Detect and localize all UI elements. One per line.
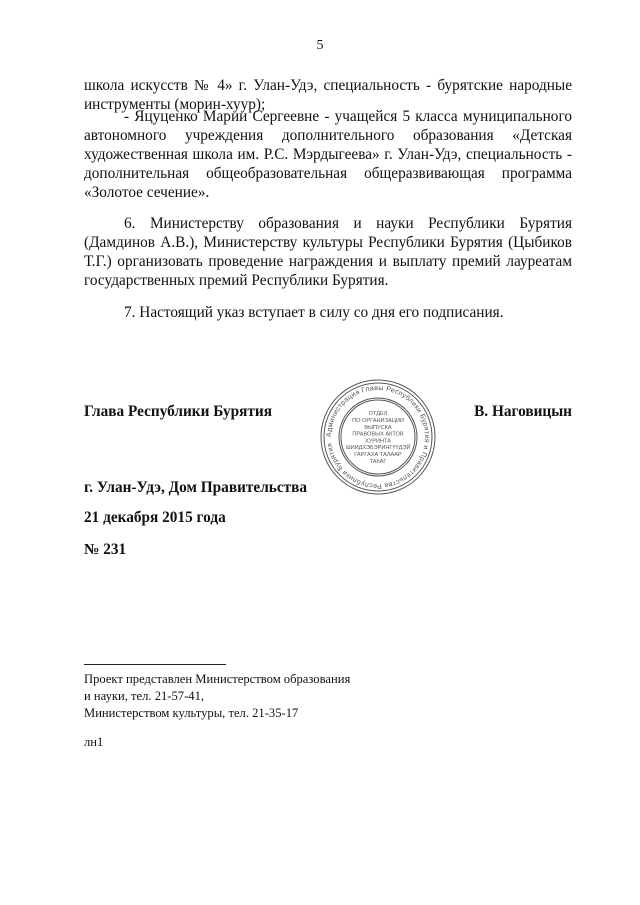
date: 21 декабря 2015 года	[84, 509, 226, 526]
signature-title: Глава Республики Бурятия	[84, 403, 273, 420]
seal-center-line: ПО ОРГАНИЗАЦИИ	[352, 418, 404, 424]
seal-center-line: ВЫПУСКА	[364, 424, 392, 431]
footnote-rule	[84, 664, 226, 665]
seal-center-line: ХУРИНТА	[364, 438, 392, 445]
seal-center-text	[345, 411, 410, 465]
paragraph-1: школа искусств № 4» г. Улан-Удэ, специальность - бурятские народные инструменты (морин-хуур);	[84, 77, 572, 113]
signature-name: В. Наговицын	[474, 403, 572, 420]
paragraph-4: 7. Настоящий указ вступает в силу со дня его подписания.	[124, 304, 504, 321]
paragraph-2: - Яцуценко Марии Сергеевне - учащейся 5 класса муниципального автономного учреждения дополнительного образования «Детская художественная школа им. Р.С. Мэрдыгеева» г. Улан-Удэ, специальность - дополнительная общеобразовательная общеразвивающая программа «Золотое сечение».	[84, 108, 572, 201]
seal-center-line: ГАРГАХА ТАЛААР	[354, 452, 402, 458]
page-number: 5	[316, 38, 324, 53]
seal-center-line: ОТДЕЛ	[368, 411, 388, 418]
place: г. Улан-Удэ, Дом Правительства	[84, 479, 308, 496]
seal-center-line: ПРАВОВЫХ АКТОВ	[352, 431, 404, 438]
document-number: № 231	[84, 541, 127, 558]
footnote-line: Министерством культуры, тел. 21-35-17	[84, 706, 299, 720]
seal-ring-textpath: Администрация Главы Республики Бурятия и Правительства Республики Бурятия	[325, 384, 431, 490]
footnote	[84, 671, 350, 722]
executor-marker: лн1	[84, 735, 104, 749]
seal-center-line: ТАһАГ	[369, 458, 387, 465]
footnote-line: и науки, тел. 21-57-41,	[84, 689, 205, 703]
paragraph-3: 6. Министерству образования и науки Республики Бурятия (Дамдинов А.В.), Министерству культуры Республики Бурятия (Цыбиков Т.Г.) организовать проведение награждения и выплату премий лауреатам государственных премий Республики Бурятия.	[84, 215, 572, 289]
seal-center-line: ШИИДХЭБЭРИНГҮҮДЭЙ	[345, 445, 411, 452]
official-seal	[318, 377, 438, 497]
footnote-line: Проект представлен Министерством образования	[84, 672, 351, 686]
